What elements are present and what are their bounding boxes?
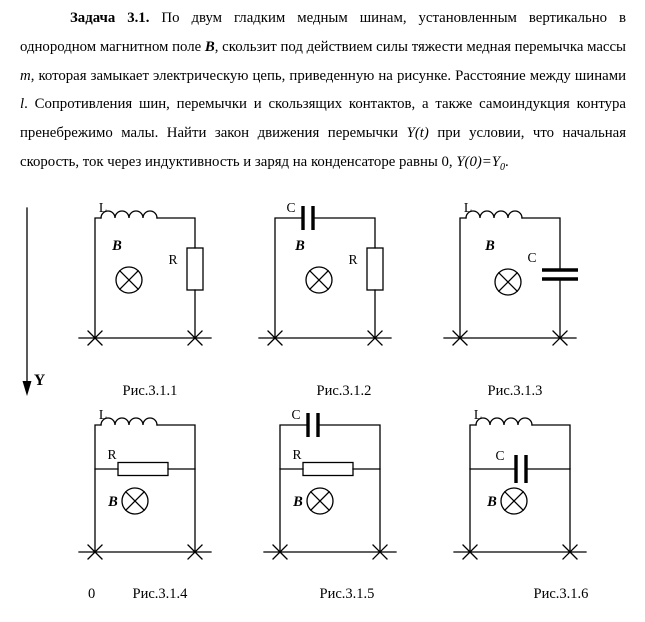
field-label: B <box>293 494 303 510</box>
var-Yt: Y(t) <box>406 125 429 142</box>
inductor-icon <box>466 211 522 218</box>
inductor-icon <box>101 418 157 425</box>
y-axis-label: Y <box>34 372 46 389</box>
var-B: B <box>204 38 215 55</box>
field-label: B <box>487 494 497 510</box>
field-into-page-icon <box>501 488 527 514</box>
field-label: B <box>112 238 122 254</box>
field-label: B <box>485 238 495 254</box>
figure-3-1-3 <box>430 200 600 400</box>
capacitor-label: C <box>286 200 296 215</box>
inductor-label: L <box>463 200 473 215</box>
resistor-icon <box>303 463 353 476</box>
figure-caption: Рис.3.1.5 <box>319 586 375 602</box>
resistor-icon <box>118 463 168 476</box>
figure-3-1-1 <box>65 200 235 400</box>
resistor-label: R <box>348 252 358 267</box>
problem-run-2: , скользит под действием силы тяжести медная перемычка массы <box>214 38 626 55</box>
var-Y0: Y(0)=Y <box>456 153 501 170</box>
figure-caption: Рис.3.1.3 <box>487 383 543 399</box>
origin-label: 0 <box>88 586 96 602</box>
inductor-label: L <box>98 200 108 215</box>
capacitor-icon <box>542 270 578 279</box>
resistor-icon <box>367 248 383 290</box>
circuit-diagram-3 <box>430 200 600 350</box>
problem-number: Задача 3.1. <box>70 10 150 26</box>
figure-caption: Рис.3.1.2 <box>316 383 372 399</box>
capacitor-label: C <box>495 448 505 463</box>
inductor-icon <box>101 211 157 218</box>
problem-run-3: , которая замыкает электрическую цепь, приведенную на рисунке. Расстояние между шинами <box>30 67 626 84</box>
arrowhead-down-icon <box>23 381 32 396</box>
field-into-page-icon <box>495 269 521 295</box>
problem-run-1: По двум гладким медным шинам, установленным вертикально в однородном магнитном поле <box>20 10 626 55</box>
field-into-page-icon <box>307 488 333 514</box>
problem-text <box>20 4 626 183</box>
circuit-diagram-1 <box>65 200 235 350</box>
field-into-page-icon <box>116 267 142 293</box>
var-m: m <box>20 67 31 84</box>
circuit-diagram-4 <box>65 407 235 565</box>
resistor-label: R <box>107 447 117 462</box>
capacitor-icon <box>516 455 526 483</box>
inductor-label: L <box>98 407 108 422</box>
figure-3-1-4 <box>65 407 235 603</box>
circuit-diagram-2 <box>245 200 415 350</box>
resistor-label: R <box>292 447 302 462</box>
figure-3-1-2 <box>245 200 415 400</box>
field-label: B <box>295 238 305 254</box>
problem-run-4: . Сопротивления шин, перемычки и скользящих контактов, а также самоиндукция контура пренебрежимо малы. Найти закон движения перемычки <box>20 96 626 142</box>
figure-3-1-6 <box>440 407 610 603</box>
capacitor-icon <box>303 206 313 230</box>
field-label: B <box>108 494 118 510</box>
figure-3-1-5 <box>250 407 420 603</box>
inductor-label: L <box>473 407 483 422</box>
capacitor-icon <box>308 413 318 437</box>
field-into-page-icon <box>122 488 148 514</box>
field-into-page-icon <box>306 267 332 293</box>
problem-run-5: при условии, что начальная скорость, ток через индуктивность и заряд на конденсаторе равны 0, <box>20 125 627 170</box>
capacitor-label: C <box>291 407 301 422</box>
resistor-label: R <box>168 252 178 267</box>
circuit-diagram-6 <box>440 407 610 565</box>
inductor-icon <box>476 418 532 425</box>
figure-caption: Рис.3.1.1 <box>122 383 178 399</box>
y-axis-arrow <box>18 205 40 400</box>
var-l: l <box>20 96 25 113</box>
problem-run-end: . <box>505 153 509 170</box>
figure-caption: Рис.3.1.4 <box>132 586 188 602</box>
capacitor-label: C <box>527 250 537 265</box>
circuit-diagram-5 <box>250 407 420 565</box>
var-Y0-subscript: 0 <box>500 161 506 173</box>
figure-caption: Рис.3.1.6 <box>533 586 589 602</box>
resistor-icon <box>187 248 203 290</box>
